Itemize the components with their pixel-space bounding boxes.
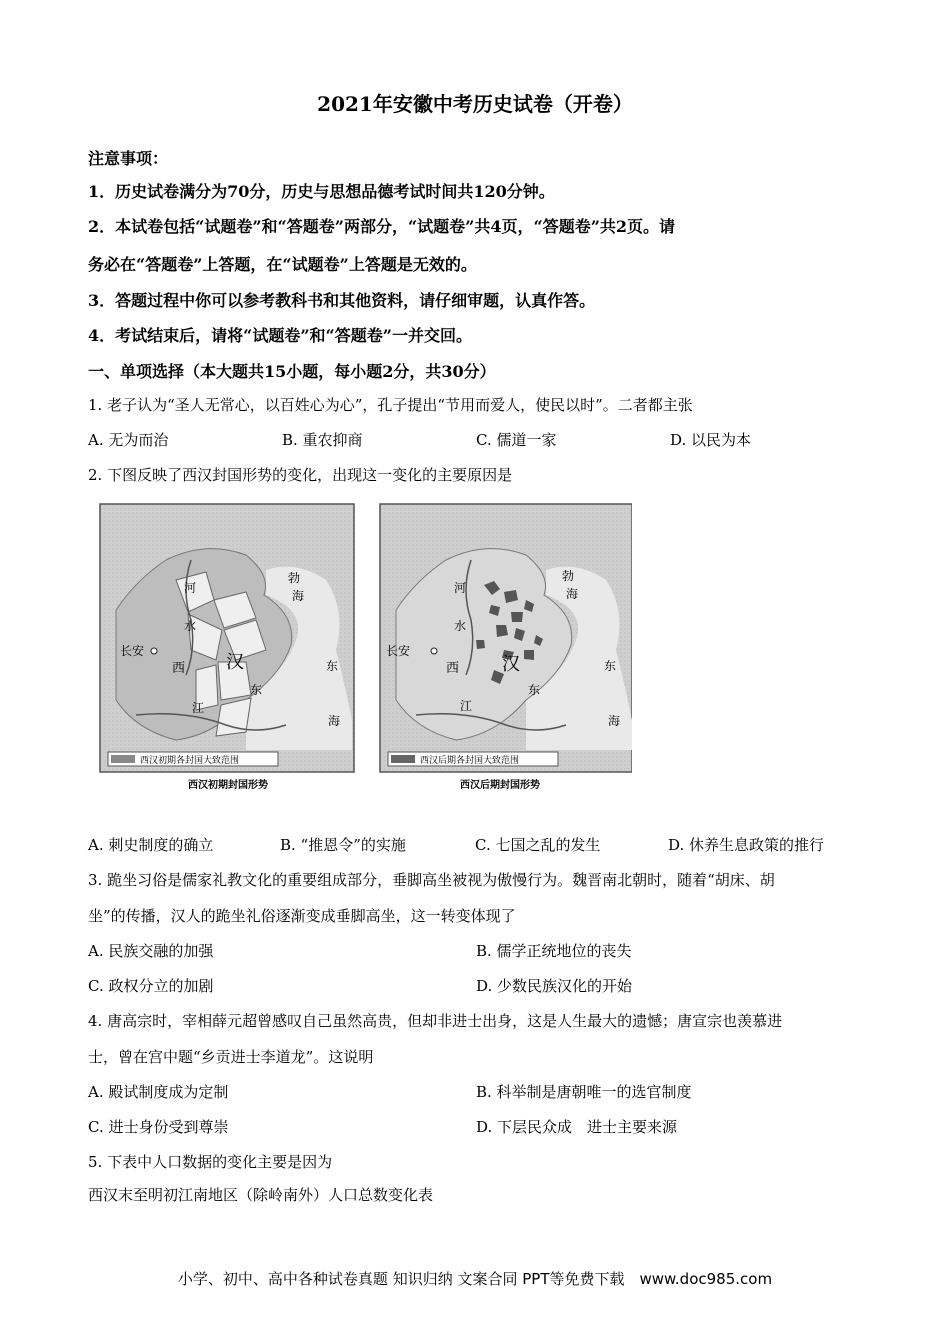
right-map-label: 河 (454, 581, 467, 595)
right-map-label: 江 (460, 699, 473, 713)
question-4-option-c: C. 进士身份受到尊崇 (88, 1118, 229, 1136)
question-2-stem: 2. 下图反映了西汉封国形势的变化，出现这一变化的主要原因是 (88, 466, 513, 484)
question-5-stem: 5. 下表中人口数据的变化主要是因为 (88, 1153, 333, 1171)
left-map-label: 海 (328, 714, 341, 728)
notes-heading: 注意事项： (88, 149, 169, 168)
left-map-label: 勃 (288, 571, 301, 585)
right-map-caption: 西汉后期封国形势 (460, 780, 540, 791)
left-map-label: 东 (326, 659, 339, 673)
note-item: 2．本试卷包括“试题卷”和“答题卷”两部分，“试题卷”共4页，“答题卷”共2页。请 (88, 217, 676, 236)
right-map (380, 504, 632, 791)
note-item: 3．答题过程中你可以参考教科书和其他资料，请仔细审题，认真作答。 (88, 291, 596, 310)
right-map-label: 东 (604, 659, 617, 673)
right-map-label: 水 (454, 619, 467, 633)
question-3-option-d: D. 少数民族汉化的开始 (476, 977, 633, 995)
question-2-option-b: B. “推恩令”的实施 (280, 836, 406, 854)
question-2-option-a: A. 刺史制度的确立 (88, 836, 214, 854)
question-3-stem-cont: 坐”的传播，汉人的跪坐礼俗逐渐变成垂脚高坐，这一转变体现了 (88, 907, 516, 925)
question-4-stem-cont: 士，曾在宫中题“乡贡进士李道龙”。这说明 (88, 1048, 374, 1066)
left-map-label: 东 (250, 683, 263, 697)
question-4-option-a: A. 殿试制度成为定制 (88, 1083, 229, 1101)
question-4-option-b: B. 科举制是唐朝唯一的选官制度 (476, 1083, 692, 1101)
question-1-option-a: A. 无为而治 (88, 431, 169, 449)
note-item: 1．历史试卷满分为70分，历史与思想品德考试时间共120分钟。 (88, 182, 555, 201)
right-map-label: 海 (608, 714, 621, 728)
question-3-option-c: C. 政权分立的加剧 (88, 977, 214, 995)
left-map-legend: 西汉初期各封国大致范围 (140, 756, 240, 766)
question-1-option-d: D. 以民为本 (670, 431, 752, 449)
left-map-label: 河 (184, 581, 197, 595)
question-1-option-b: B. 重农抑商 (282, 431, 363, 449)
section-heading: 一、单项选择（本大题共15小题，每小题2分，共30分） (88, 362, 496, 381)
question-4-stem: 4. 唐高宗时，宰相薛元超曾感叹自己虽然高贵，但却非进士出身，这是人生最大的遗憾；唐宣宗也羡慕进 (88, 1012, 783, 1030)
question-3-stem: 3. 跪坐习俗是儒家礼教文化的重要组成部分，垂脚高坐被视为傲慢行为。魏晋南北朝时，随着“胡床、胡 (88, 871, 775, 889)
question-4-option-d: D. 下层民众成 进士主要来源 (476, 1118, 678, 1136)
left-map-label: 江 (192, 701, 205, 715)
right-map-label: 西 (446, 661, 460, 676)
page-footer: 小学、初中、高中各种试卷真题 知识归纳 文案合同 PPT等免费下载 www.doc985.com (177, 1270, 773, 1288)
right-map-label: 东 (528, 683, 541, 697)
left-map-caption: 西汉初期封国形势 (188, 780, 268, 791)
left-map-label: 水 (184, 619, 197, 633)
question-1-stem: 1. 老子认为“圣人无常心，以百姓心为心”，孔子提出“节用而爱人，使民以时”。二者都主张 (88, 396, 693, 414)
note-item: 务必在“答题卷”上答题，在“试题卷”上答题是无效的。 (88, 255, 477, 274)
han-fief-maps-figure (96, 500, 632, 800)
question-3-option-a: A. 民族交融的加强 (88, 942, 214, 960)
left-map-label: 西 (172, 661, 186, 676)
table-caption: 西汉末至明初江南地区（除岭南外）人口总数变化表 (88, 1186, 434, 1204)
right-map-label: 汉 (502, 654, 520, 675)
question-2-option-d: D. 休养生息政策的推行 (668, 836, 825, 854)
page-title: 2021年安徽中考历史试卷（开卷） (317, 92, 633, 116)
question-2-option-c: C. 七国之乱的发生 (475, 836, 601, 854)
right-map-label: 长安 (386, 644, 411, 658)
right-map-label: 勃 (562, 569, 575, 583)
right-map-legend: 西汉后期各封国大致范围 (420, 756, 520, 766)
left-map-label: 汉 (226, 652, 244, 673)
question-1-option-c: C. 儒道一家 (476, 431, 557, 449)
left-map (100, 504, 354, 791)
right-map-label: 海 (566, 587, 579, 601)
question-3-option-b: B. 儒学正统地位的丧失 (476, 942, 632, 960)
left-map-label: 长安 (120, 644, 145, 658)
left-map-label: 海 (292, 589, 305, 603)
note-item: 4．考试结束后，请将“试题卷”和“答题卷”一并交回。 (88, 326, 472, 345)
